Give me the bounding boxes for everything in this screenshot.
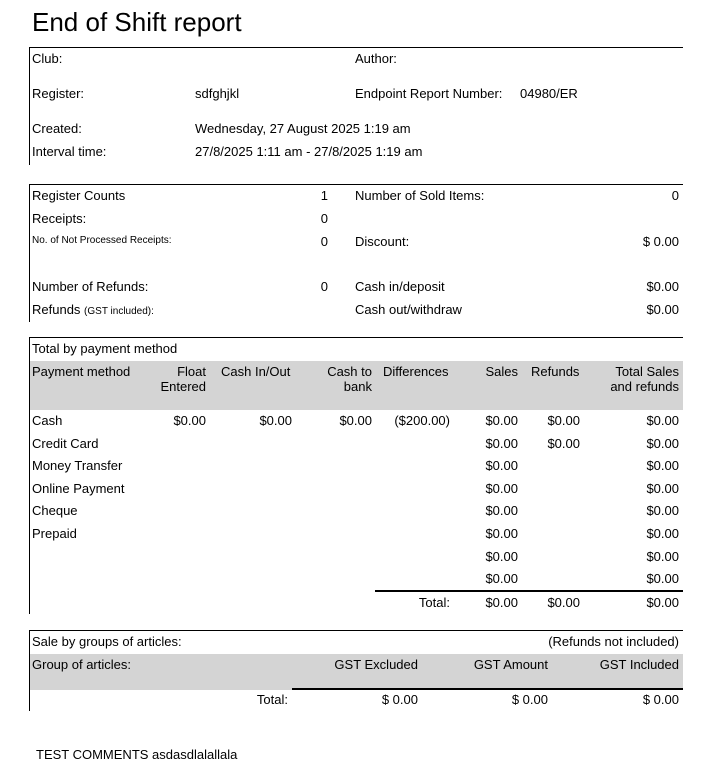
payment-header-row bbox=[30, 361, 683, 410]
payment-cell-sales: $0.00 bbox=[485, 571, 518, 587]
header-group: Group of articles: bbox=[32, 657, 131, 672]
payment-cell-float: $0.00 bbox=[173, 413, 206, 428]
cash-out-label: Cash out/withdraw bbox=[355, 302, 462, 317]
header-cash-bank-1: Cash to bbox=[327, 364, 372, 379]
payment-cell-total: $0.00 bbox=[646, 480, 679, 496]
endpoint-label: Endpoint Report Number: bbox=[355, 86, 503, 101]
payment-cell-method: Credit Card bbox=[32, 435, 99, 451]
cash-in-value: $0.00 bbox=[646, 279, 679, 294]
register-counts-value: 1 bbox=[320, 188, 328, 203]
groups-section-title: Sale by groups of articles: bbox=[32, 634, 182, 649]
header-float-2: Entered bbox=[160, 379, 206, 394]
info-section bbox=[29, 47, 683, 165]
groups-total-separator-line bbox=[292, 688, 683, 690]
payment-cell-refunds: $0.00 bbox=[547, 435, 580, 451]
payment-total-label: Total: bbox=[418, 595, 450, 610]
payment-cell-sales: $0.00 bbox=[485, 480, 518, 496]
register-label: Register: bbox=[32, 86, 85, 101]
header-cash-inout: Cash In/Out bbox=[221, 364, 291, 379]
groups-section bbox=[29, 630, 683, 711]
payment-cell-sales: $0.00 bbox=[485, 458, 518, 474]
payment-cell-total: $0.00 bbox=[646, 526, 679, 541]
receipts-label: Receipts: bbox=[32, 211, 87, 226]
refunds-label-text: Refunds bbox=[32, 302, 81, 317]
payment-section bbox=[29, 337, 683, 614]
discount-value: $ 0.00 bbox=[642, 234, 679, 249]
created-label: Created: bbox=[32, 121, 82, 136]
payment-cell-total: $0.00 bbox=[646, 413, 679, 428]
payment-cell-method: Cheque bbox=[32, 503, 78, 519]
discount-label: Discount: bbox=[355, 234, 410, 249]
header-gst-amount: GST Amount bbox=[473, 657, 548, 672]
payment-cell-refunds: $0.00 bbox=[547, 413, 580, 428]
payment-cell-method: Prepaid bbox=[32, 526, 77, 541]
groups-total-label: Total: bbox=[256, 692, 288, 707]
payment-total-total: $0.00 bbox=[646, 595, 679, 610]
author-label: Author: bbox=[355, 51, 397, 66]
groups-total-amount: $ 0.00 bbox=[511, 692, 548, 707]
refunds-count-value: 0 bbox=[320, 279, 328, 294]
header-float-1: Float bbox=[177, 364, 206, 379]
header-gst-included: GST Included bbox=[599, 657, 679, 672]
payment-cell-differences: ($200.00) bbox=[394, 413, 450, 428]
refunds-count-label: Number of Refunds: bbox=[32, 279, 149, 294]
payment-cell-method: Money Transfer bbox=[32, 458, 123, 474]
header-cash-bank-2: bank bbox=[343, 379, 372, 394]
payment-cell-cash-inout: $0.00 bbox=[259, 413, 292, 428]
payment-cell-total: $0.00 bbox=[646, 503, 679, 519]
header-payment-method: Payment method bbox=[32, 364, 131, 379]
groups-total-included: $ 0.00 bbox=[642, 692, 679, 707]
payment-cell-sales: $0.00 bbox=[485, 526, 518, 541]
payment-cell-total: $0.00 bbox=[646, 571, 679, 587]
payment-cell-sales: $0.00 bbox=[485, 435, 518, 451]
endpoint-value: 04980/ER bbox=[520, 86, 578, 101]
club-label: Club: bbox=[32, 51, 63, 66]
payment-cell-total: $0.00 bbox=[646, 458, 679, 474]
interval-label: Interval time: bbox=[32, 144, 107, 159]
comments-text: TEST COMMENTS asdasdlalallala bbox=[36, 747, 238, 762]
payment-cell-cash-bank: $0.00 bbox=[339, 413, 372, 428]
groups-note: (Refunds not included) bbox=[548, 634, 679, 649]
interval-value: 27/8/2025 1:11 am - 27/8/2025 1:19 am bbox=[195, 144, 423, 159]
payment-cell-sales: $0.00 bbox=[485, 548, 518, 564]
refunds-note: (GST included): bbox=[84, 306, 154, 317]
header-total-1: Total Sales bbox=[615, 364, 679, 379]
groups-total-excluded: $ 0.00 bbox=[381, 692, 418, 707]
header-refunds: Refunds bbox=[531, 364, 580, 379]
payment-total-refunds: $0.00 bbox=[547, 595, 580, 610]
register-value: sdfghjkl bbox=[195, 86, 240, 101]
total-separator-line bbox=[375, 590, 683, 592]
payment-cell-total: $0.00 bbox=[646, 435, 679, 451]
sold-items-value: 0 bbox=[671, 188, 679, 203]
header-sales: Sales bbox=[485, 364, 518, 379]
not-processed-value: 0 bbox=[320, 234, 328, 249]
sold-items-label: Number of Sold Items: bbox=[355, 188, 485, 203]
cash-in-label: Cash in/deposit bbox=[355, 279, 445, 294]
report-title: End of Shift report bbox=[32, 7, 242, 37]
payment-total-sales: $0.00 bbox=[485, 595, 518, 610]
refunds-label bbox=[32, 302, 154, 320]
register-counts-label: Register Counts bbox=[32, 188, 126, 203]
groups-header-row bbox=[30, 654, 683, 690]
receipts-value: 0 bbox=[320, 211, 328, 226]
counts-section bbox=[29, 184, 683, 322]
payment-cell-method: Online Payment bbox=[32, 480, 125, 496]
payment-cell-sales: $0.00 bbox=[485, 413, 518, 428]
header-total-2: and refunds bbox=[610, 379, 679, 394]
payment-cell-method: Cash bbox=[32, 413, 63, 428]
not-processed-label: No. of Not Processed Receipts: bbox=[32, 235, 172, 246]
created-value: Wednesday, 27 August 2025 1:19 am bbox=[195, 121, 411, 136]
header-gst-excluded: GST Excluded bbox=[334, 657, 418, 672]
cash-out-value: $0.00 bbox=[646, 302, 679, 317]
payment-cell-total: $0.00 bbox=[646, 548, 679, 564]
payment-cell-sales: $0.00 bbox=[485, 503, 518, 519]
header-differences: Differences bbox=[383, 364, 449, 379]
payment-section-title: Total by payment method bbox=[32, 341, 178, 356]
